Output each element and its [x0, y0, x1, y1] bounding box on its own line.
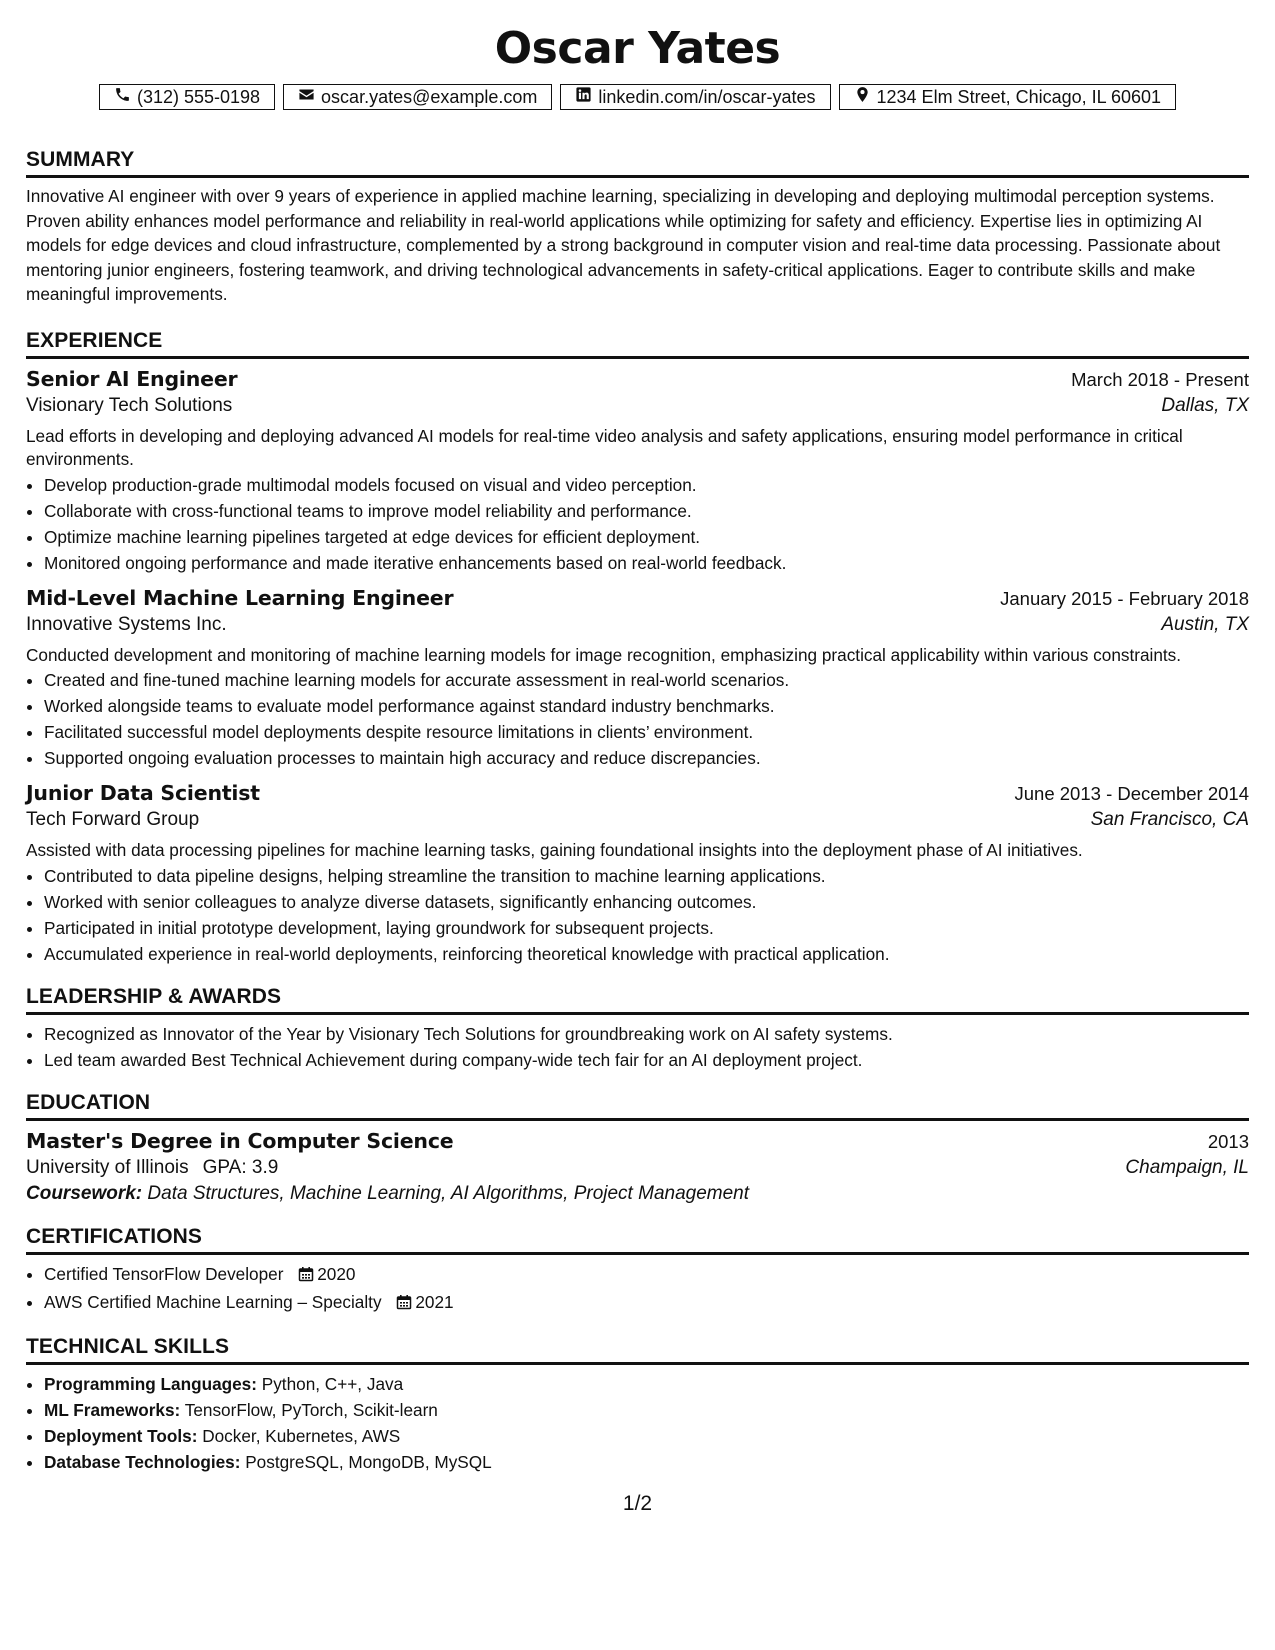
map-marker-icon: [854, 86, 871, 108]
list-item: [44, 1261, 1249, 1289]
certification-name: AWS Certified Machine Learning – Specialty: [44, 1291, 382, 1312]
list-item: • Led team awarded Best Technical Achievement during company-wide tech fair for an AI deployment project.: [44, 1047, 1249, 1073]
education-coursework: [26, 1183, 1249, 1205]
skill-value: TensorFlow, PyTorch, Scikit-learn: [184, 1399, 438, 1420]
job-bullets: [26, 667, 1249, 771]
list-item: [44, 1397, 1249, 1423]
job-dates: January 2015 - February 2018: [1000, 587, 1249, 609]
linkedin-text: linkedin.com/in/oscar-yates: [598, 86, 816, 107]
job-company: Visionary Tech Solutions: [26, 394, 233, 416]
section-title-education: EDUCATION: [26, 1091, 1249, 1121]
certification-year: 2020: [317, 1263, 356, 1284]
skill-label: Deployment Tools:: [44, 1425, 198, 1446]
list-item: • Recognized as Innovator of the Year by Visionary Tech Solutions for groundbreaking work on AI safety systems.: [44, 1021, 1249, 1047]
section-title-technical-skills: TECHNICAL SKILLS: [26, 1335, 1249, 1365]
candidate-name: Oscar Yates: [494, 23, 781, 74]
certification-year: 2021: [415, 1291, 454, 1312]
job-role: Junior Data Scientist: [26, 781, 260, 806]
job-dates: June 2013 - December 2014: [1014, 783, 1249, 805]
job-dates: March 2018 - Present: [1071, 368, 1249, 390]
phone-text: (312) 555-0198: [136, 86, 261, 107]
job-description: Conducted development and monitoring of machine learning models for image recognition, emphasizing practical applicability within various constraints.: [26, 644, 1182, 665]
list-item: • Worked with senior colleagues to analyze diverse datasets, significantly enhancing outcomes.: [44, 889, 1249, 915]
education-gpa: GPA: 3.9: [202, 1156, 279, 1178]
job-bullets: [26, 472, 1249, 576]
section-title-summary: SUMMARY: [26, 148, 1249, 178]
job-entry: [26, 781, 1249, 967]
section-title-experience: EXPERIENCE: [26, 329, 1249, 359]
list-item: • Develop production-grade multimodal models focused on visual and video perception.: [44, 472, 1249, 498]
job-entry: [26, 367, 1249, 576]
list-item: • Participated in initial prototype development, laying groundwork for subsequent projects.: [44, 915, 1249, 941]
summary-text: Innovative AI engineer with over 9 years of experience in applied machine learning, specializing in developing and deploying multimodal perception systems. Proven ability enhances model performance and reliability in real-world applications while optimizing for safety and efficiency. Expertise lies in optimizing AI models for edge devices and cloud infrastructure, complemented by a strong background in computer vision and real-time data processing. Passionate about mentoring junior engineers, fostering teamwork, and driving technological advancements in safety-critical applications. Eager to contribute skills and make meaningful improvements.: [26, 186, 1221, 305]
list-item: • Supported ongoing evaluation processes to maintain high accuracy and reduce discrepancies.: [44, 745, 1249, 771]
list-item: [44, 1423, 1249, 1449]
list-item: [44, 1289, 1249, 1317]
job-location: Dallas, TX: [1161, 394, 1249, 416]
address-text: 1234 Elm Street, Chicago, IL 60601: [876, 86, 1162, 107]
contact-bar: [26, 84, 1249, 110]
email-text: oscar.yates@example.com: [321, 86, 538, 107]
list-item: [44, 1371, 1249, 1397]
skill-label: Programming Languages:: [44, 1373, 257, 1394]
certification-name: Certified TensorFlow Developer: [44, 1263, 284, 1284]
skills-list: [26, 1371, 1249, 1475]
page-number: 1/2: [622, 1492, 653, 1515]
list-item: • Collaborate with cross-functional teams to improve model reliability and performance.: [44, 498, 1249, 524]
list-item: • Worked alongside teams to evaluate model performance against standard industry benchmarks.: [44, 693, 1249, 719]
education-year: 2013: [1207, 1130, 1249, 1152]
skill-label: ML Frameworks:: [44, 1399, 181, 1420]
section-title-leadership: LEADERSHIP & AWARDS: [26, 985, 1249, 1015]
contact-address[interactable]: [839, 84, 1177, 110]
contact-linkedin[interactable]: [560, 84, 830, 110]
job-entry: [26, 586, 1249, 772]
phone-icon: [114, 86, 131, 108]
list-item: • Facilitated successful model deployments despite resource limitations in clients’ environment.: [44, 719, 1249, 745]
skill-value: Docker, Kubernetes, AWS: [202, 1425, 401, 1446]
education-location: Champaign, IL: [1125, 1156, 1249, 1178]
job-description: Lead efforts in developing and deploying advanced AI models for real-time video analysis and safety applications, ensuring model performance in critical environments.: [26, 425, 1183, 470]
job-description: Assisted with data processing pipelines for machine learning tasks, gaining foundational insights into the deployment phase of AI initiatives.: [26, 840, 1083, 861]
education-entry: [26, 1129, 1249, 1205]
education-degree: Master's Degree in Computer Science: [26, 1128, 454, 1153]
list-item: [44, 1449, 1249, 1475]
contact-phone[interactable]: [99, 84, 275, 110]
job-company: Tech Forward Group: [26, 809, 200, 831]
contact-email[interactable]: [283, 84, 552, 110]
envelope-icon: [298, 86, 315, 108]
list-item: • Accumulated experience in real-world deployments, reinforcing theoretical knowledge with practical application.: [44, 941, 1249, 967]
skill-label: Database Technologies:: [44, 1451, 241, 1472]
coursework-text: Data Structures, Machine Learning, AI Algorithms, Project Management: [147, 1182, 750, 1204]
list-item: • Created and fine-tuned machine learning models for accurate assessment in real-world scenarios.: [44, 667, 1249, 693]
list-item: • Contributed to data pipeline designs, helping streamline the transition to machine learning applications.: [44, 863, 1249, 889]
job-location: San Francisco, CA: [1090, 809, 1249, 831]
list-item: • Optimize machine learning pipelines targeted at edge devices for efficient deployment.: [44, 524, 1249, 550]
list-item: • Monitored ongoing performance and made iterative enhancements based on real-world feedback.: [44, 550, 1249, 576]
calendar-icon: [396, 1291, 412, 1317]
job-role: Mid-Level Machine Learning Engineer: [26, 585, 454, 610]
job-location: Austin, TX: [1161, 613, 1249, 635]
skill-value: PostgreSQL, MongoDB, MySQL: [245, 1451, 492, 1472]
skill-value: Python, C++, Java: [261, 1373, 404, 1394]
job-company: Innovative Systems Inc.: [26, 613, 227, 635]
education-school: University of Illinois: [26, 1156, 189, 1178]
coursework-label: Coursework:: [26, 1182, 143, 1204]
job-role: Senior AI Engineer: [26, 366, 238, 391]
section-title-certifications: CERTIFICATIONS: [26, 1225, 1249, 1255]
job-bullets: [26, 863, 1249, 967]
calendar-icon: [298, 1263, 314, 1289]
certifications-list: [26, 1261, 1249, 1317]
linkedin-icon: [575, 86, 592, 108]
leadership-list: [26, 1021, 1249, 1073]
